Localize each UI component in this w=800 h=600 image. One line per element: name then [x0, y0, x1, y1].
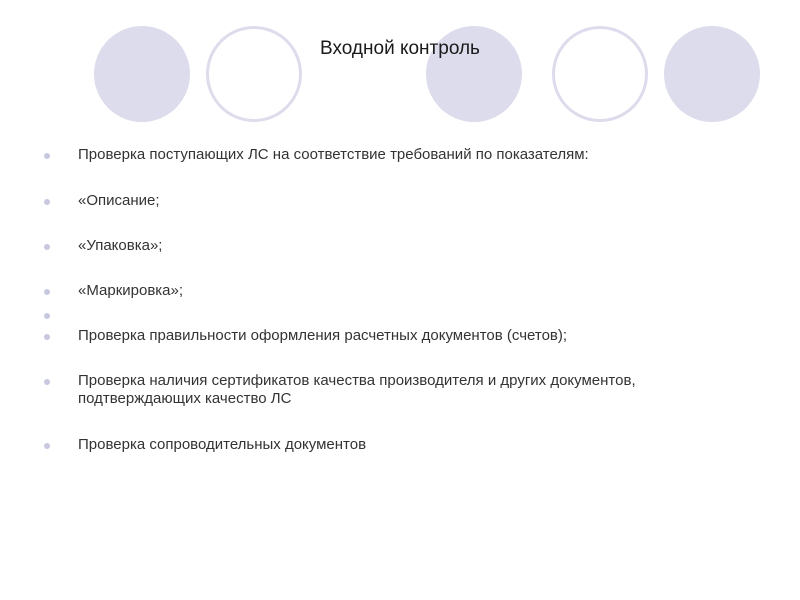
bullet-text: «Маркировка»; — [78, 282, 184, 299]
bullet-dot-icon — [44, 379, 50, 385]
bullet-text: Проверка поступающих ЛС на соответствие требований по показателям: — [78, 146, 589, 163]
bullet-text: Проверка наличия сертификатов качества производителя и других документов, подтверждающих качество ЛС — [78, 372, 636, 407]
bullet-dot-icon — [44, 244, 50, 250]
bullet-text: «Описание; — [78, 192, 160, 209]
bullet-dot-icon — [44, 334, 50, 340]
bullet-text: Проверка сопроводительных документов — [78, 436, 367, 453]
bullet-dot-icon — [44, 199, 50, 205]
bullet-dot-icon — [44, 153, 50, 159]
slide-title: Входной контроль — [320, 38, 480, 59]
bullet-dot-icon — [44, 443, 50, 449]
bullet-dot-icon — [44, 313, 50, 319]
bullet-text: «Упаковка»; — [78, 237, 163, 254]
bullet-text: Проверка правильности оформления расчетных документов (счетов); — [78, 327, 568, 344]
bullet-dot-icon — [44, 289, 50, 295]
